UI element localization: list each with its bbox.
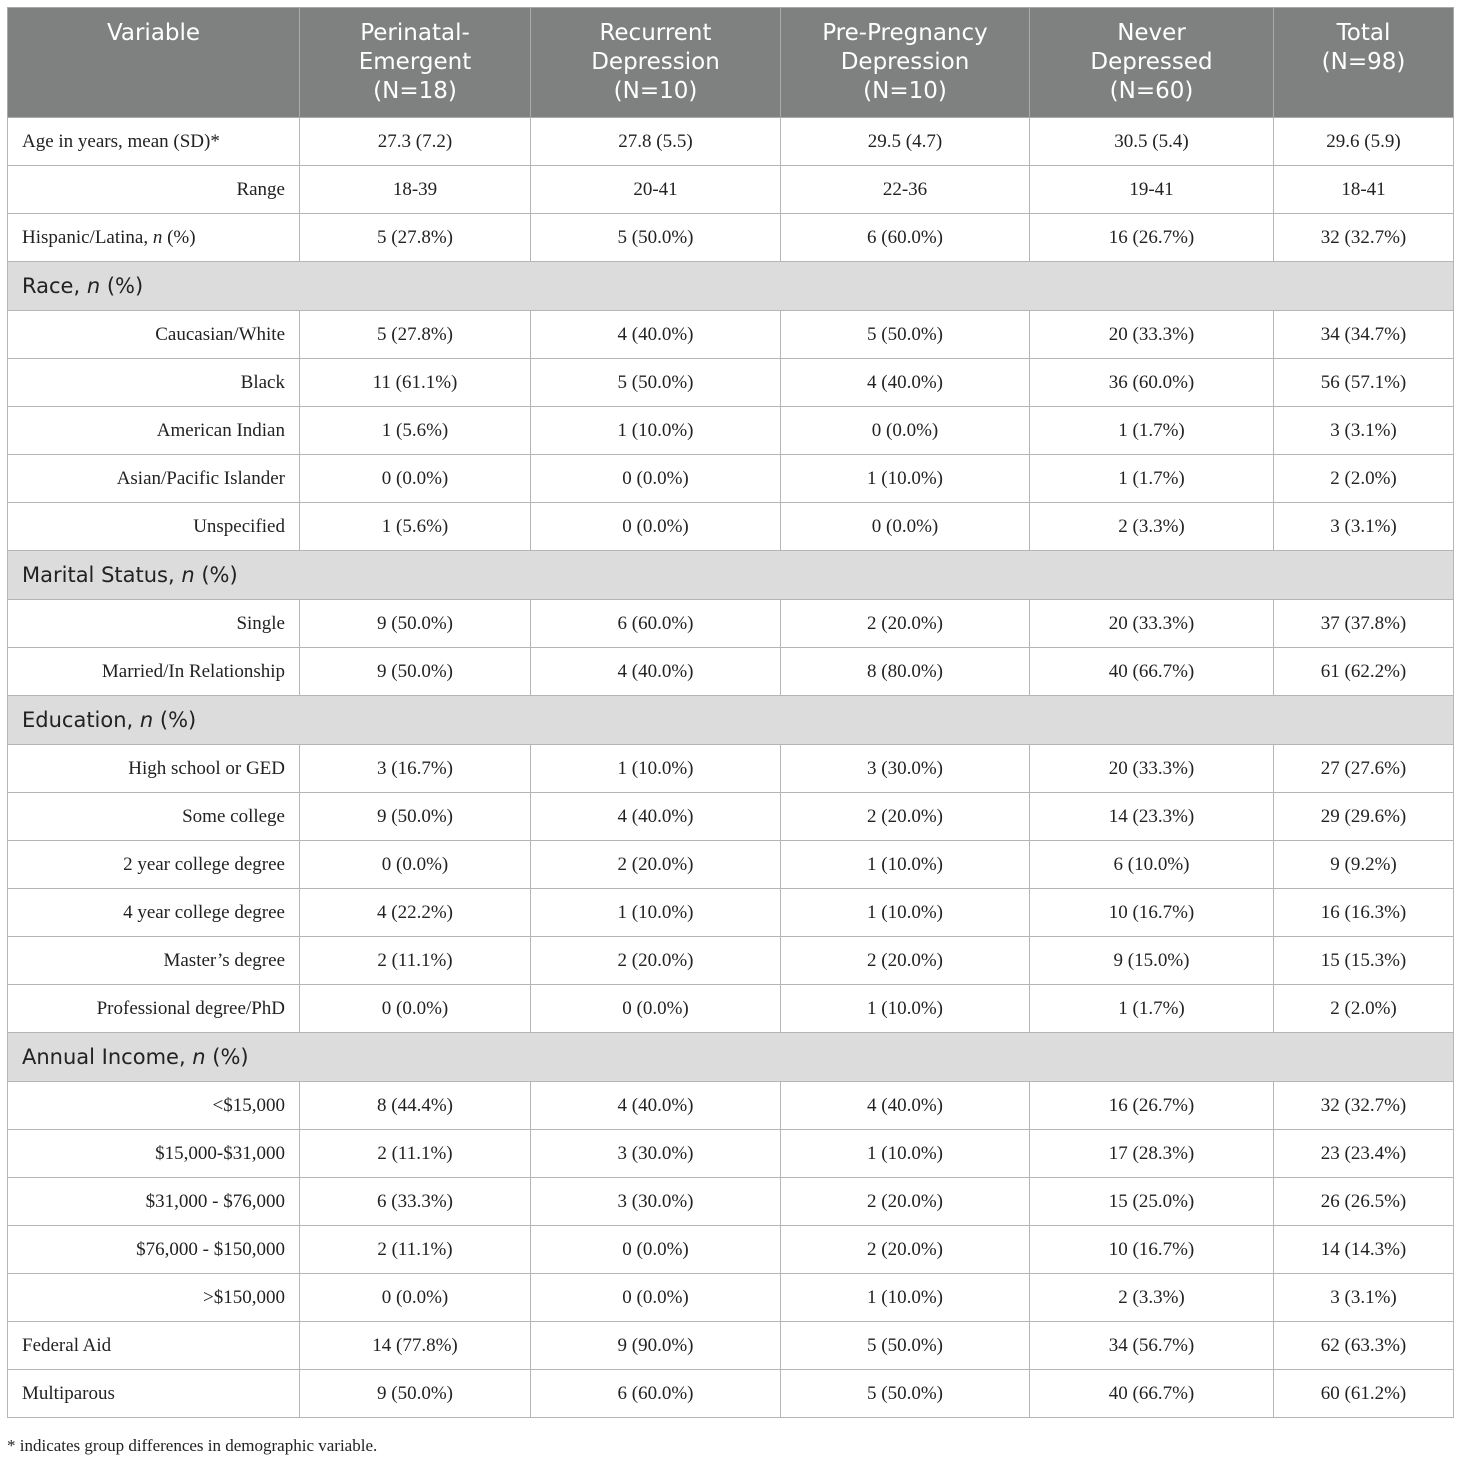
header-perinatal-emergent: Perinatal- Emergent (N=18): [300, 8, 531, 118]
cell-pre-pregnancy-depression: 1 (10.0%): [781, 1130, 1030, 1178]
row-variable-label: [8, 745, 300, 793]
cell-pre-pregnancy-depression: 3 (30.0%): [781, 745, 1030, 793]
cell-perinatal-emergent: 3 (16.7%): [300, 745, 531, 793]
cell-never-depressed: 17 (28.3%): [1030, 1130, 1274, 1178]
table-row: [8, 1226, 1454, 1274]
cell-perinatal-emergent: 1 (5.6%): [300, 503, 531, 551]
table-row: [8, 1178, 1454, 1226]
cell-pre-pregnancy-depression: 1 (10.0%): [781, 1274, 1030, 1322]
variable-label-text: High school or GED: [128, 757, 285, 779]
cell-recurrent-depression: 3 (30.0%): [531, 1130, 781, 1178]
variable-label-text: $15,000-$31,000: [155, 1142, 285, 1164]
row-variable-label: [8, 600, 300, 648]
cell-total: 18-41: [1274, 166, 1454, 214]
table-row: [8, 1130, 1454, 1178]
variable-label-text: 4 year college degree: [123, 901, 285, 923]
row-variable-label: [8, 407, 300, 455]
section-label-n: n: [86, 274, 101, 298]
cell-total: 37 (37.8%): [1274, 600, 1454, 648]
cell-pre-pregnancy-depression: 2 (20.0%): [781, 937, 1030, 985]
row-variable-label: [8, 455, 300, 503]
cell-total: 16 (16.3%): [1274, 889, 1454, 937]
cell-recurrent-depression: 6 (60.0%): [531, 600, 781, 648]
cell-pre-pregnancy-depression: 1 (10.0%): [781, 985, 1030, 1033]
cell-recurrent-depression: 4 (40.0%): [531, 1082, 781, 1130]
cell-pre-pregnancy-depression: 2 (20.0%): [781, 793, 1030, 841]
cell-perinatal-emergent: 5 (27.8%): [300, 311, 531, 359]
cell-pre-pregnancy-depression: 29.5 (4.7): [781, 118, 1030, 166]
variable-label-text: Multiparous: [22, 1382, 115, 1404]
cell-never-depressed: 36 (60.0%): [1030, 359, 1274, 407]
header-never-depressed: Never Depressed (N=60): [1030, 8, 1274, 118]
cell-recurrent-depression: 0 (0.0%): [531, 503, 781, 551]
row-variable-label: [8, 166, 300, 214]
cell-perinatal-emergent: 2 (11.1%): [300, 1226, 531, 1274]
cell-never-depressed: 10 (16.7%): [1030, 889, 1274, 937]
cell-perinatal-emergent: 6 (33.3%): [300, 1178, 531, 1226]
cell-perinatal-emergent: 9 (50.0%): [300, 648, 531, 696]
cell-recurrent-depression: 20-41: [531, 166, 781, 214]
cell-total: 62 (63.3%): [1274, 1322, 1454, 1370]
table-row: [8, 455, 1454, 503]
section-label-n: n: [139, 708, 154, 732]
variable-label-suffix: (%): [162, 226, 196, 248]
table-row: [8, 985, 1454, 1033]
cell-never-depressed: 10 (16.7%): [1030, 1226, 1274, 1274]
row-variable-label: [8, 359, 300, 407]
cell-recurrent-depression: 5 (50.0%): [531, 214, 781, 262]
cell-perinatal-emergent: 4 (22.2%): [300, 889, 531, 937]
cell-pre-pregnancy-depression: 4 (40.0%): [781, 1082, 1030, 1130]
cell-pre-pregnancy-depression: 22-36: [781, 166, 1030, 214]
cell-total: 27 (27.6%): [1274, 745, 1454, 793]
cell-total: 34 (34.7%): [1274, 311, 1454, 359]
table-row: [8, 359, 1454, 407]
cell-total: 29 (29.6%): [1274, 793, 1454, 841]
cell-never-depressed: 40 (66.7%): [1030, 1370, 1274, 1418]
section-header-label: [8, 1033, 1454, 1082]
table-row: [8, 1322, 1454, 1370]
cell-total: 3 (3.1%): [1274, 1274, 1454, 1322]
section-label-text: Race,: [22, 274, 87, 298]
variable-label-text: Unspecified: [193, 515, 285, 537]
cell-perinatal-emergent: 18-39: [300, 166, 531, 214]
cell-recurrent-depression: 5 (50.0%): [531, 359, 781, 407]
table-row: [8, 1370, 1454, 1418]
row-variable-label: [8, 118, 300, 166]
cell-pre-pregnancy-depression: 2 (20.0%): [781, 1226, 1030, 1274]
cell-perinatal-emergent: 0 (0.0%): [300, 1274, 531, 1322]
cell-pre-pregnancy-depression: 5 (50.0%): [781, 311, 1030, 359]
row-variable-label: [8, 1274, 300, 1322]
section-header-row: [8, 551, 1454, 600]
variable-label-text: Federal Aid: [22, 1334, 112, 1356]
table-row: [8, 600, 1454, 648]
cell-never-depressed: 9 (15.0%): [1030, 937, 1274, 985]
cell-pre-pregnancy-depression: 5 (50.0%): [781, 1322, 1030, 1370]
cell-perinatal-emergent: 2 (11.1%): [300, 937, 531, 985]
variable-label-n: n: [152, 226, 163, 248]
variable-label-text: Asian/Pacific Islander: [116, 467, 285, 489]
cell-never-depressed: 19-41: [1030, 166, 1274, 214]
cell-perinatal-emergent: 5 (27.8%): [300, 214, 531, 262]
variable-label-text: Hispanic/Latina,: [22, 226, 153, 248]
header-recurrent-depression: Recurrent Depression (N=10): [531, 8, 781, 118]
cell-never-depressed: 30.5 (5.4): [1030, 118, 1274, 166]
cell-pre-pregnancy-depression: 0 (0.0%): [781, 407, 1030, 455]
cell-total: 23 (23.4%): [1274, 1130, 1454, 1178]
section-label-suffix: (%): [153, 708, 197, 732]
cell-total: 61 (62.2%): [1274, 648, 1454, 696]
cell-never-depressed: 40 (66.7%): [1030, 648, 1274, 696]
header-pre-pregnancy-depression: Pre-Pregnancy Depression (N=10): [781, 8, 1030, 118]
table-row: [8, 889, 1454, 937]
cell-total: 15 (15.3%): [1274, 937, 1454, 985]
variable-label-text: Master’s degree: [163, 949, 285, 971]
row-variable-label: [8, 889, 300, 937]
section-label-suffix: (%): [100, 274, 144, 298]
row-variable-label: [8, 1370, 300, 1418]
section-label-suffix: (%): [205, 1045, 249, 1069]
cell-pre-pregnancy-depression: 5 (50.0%): [781, 1370, 1030, 1418]
row-variable-label: [8, 214, 300, 262]
cell-pre-pregnancy-depression: 0 (0.0%): [781, 503, 1030, 551]
cell-recurrent-depression: 1 (10.0%): [531, 889, 781, 937]
cell-total: 56 (57.1%): [1274, 359, 1454, 407]
cell-never-depressed: 2 (3.3%): [1030, 503, 1274, 551]
cell-never-depressed: 20 (33.3%): [1030, 745, 1274, 793]
cell-never-depressed: 1 (1.7%): [1030, 407, 1274, 455]
table-footnote: * indicates group differences in demographic variable.: [7, 1436, 378, 1455]
section-header-row: [8, 696, 1454, 745]
cell-pre-pregnancy-depression: 2 (20.0%): [781, 600, 1030, 648]
section-header-row: [8, 1033, 1454, 1082]
row-variable-label: [8, 1322, 300, 1370]
variable-label-text: >$150,000: [203, 1286, 285, 1308]
cell-total: 9 (9.2%): [1274, 841, 1454, 889]
cell-perinatal-emergent: 0 (0.0%): [300, 841, 531, 889]
cell-pre-pregnancy-depression: 2 (20.0%): [781, 1178, 1030, 1226]
section-label-text: Annual Income,: [22, 1045, 193, 1069]
cell-never-depressed: 6 (10.0%): [1030, 841, 1274, 889]
cell-recurrent-depression: 1 (10.0%): [531, 745, 781, 793]
section-label-text: Marital Status,: [22, 563, 182, 587]
demographics-table-container: [7, 7, 1453, 1418]
cell-recurrent-depression: 9 (90.0%): [531, 1322, 781, 1370]
cell-recurrent-depression: 0 (0.0%): [531, 455, 781, 503]
cell-total: 14 (14.3%): [1274, 1226, 1454, 1274]
cell-total: 60 (61.2%): [1274, 1370, 1454, 1418]
cell-pre-pregnancy-depression: 8 (80.0%): [781, 648, 1030, 696]
cell-total: 3 (3.1%): [1274, 407, 1454, 455]
cell-recurrent-depression: 4 (40.0%): [531, 648, 781, 696]
table-header-row: [8, 8, 1454, 118]
variable-label-text: Range: [236, 178, 285, 200]
cell-never-depressed: 14 (23.3%): [1030, 793, 1274, 841]
row-variable-label: [8, 1130, 300, 1178]
cell-never-depressed: 20 (33.3%): [1030, 311, 1274, 359]
variable-label-text: 2 year college degree: [123, 853, 285, 875]
table-row: [8, 841, 1454, 889]
cell-recurrent-depression: 4 (40.0%): [531, 793, 781, 841]
cell-never-depressed: 20 (33.3%): [1030, 600, 1274, 648]
variable-label-text: <$15,000: [212, 1094, 285, 1116]
table-row: [8, 214, 1454, 262]
cell-perinatal-emergent: 1 (5.6%): [300, 407, 531, 455]
variable-label-text: Black: [240, 371, 285, 393]
section-header-row: [8, 262, 1454, 311]
table-row: [8, 503, 1454, 551]
row-variable-label: [8, 1226, 300, 1274]
cell-perinatal-emergent: 9 (50.0%): [300, 1370, 531, 1418]
section-label-suffix: (%): [194, 563, 238, 587]
cell-total: 3 (3.1%): [1274, 503, 1454, 551]
table-row: [8, 118, 1454, 166]
table-row: [8, 648, 1454, 696]
cell-never-depressed: 16 (26.7%): [1030, 1082, 1274, 1130]
cell-recurrent-depression: 2 (20.0%): [531, 937, 781, 985]
table-row: [8, 1274, 1454, 1322]
row-variable-label: [8, 311, 300, 359]
table-row: [8, 166, 1454, 214]
cell-perinatal-emergent: 9 (50.0%): [300, 793, 531, 841]
cell-recurrent-depression: 27.8 (5.5): [531, 118, 781, 166]
cell-perinatal-emergent: 11 (61.1%): [300, 359, 531, 407]
section-header-label: [8, 262, 1454, 311]
cell-never-depressed: 2 (3.3%): [1030, 1274, 1274, 1322]
variable-label-text: Age in years, mean (SD)*: [22, 130, 220, 152]
cell-recurrent-depression: 0 (0.0%): [531, 1226, 781, 1274]
cell-perinatal-emergent: 0 (0.0%): [300, 455, 531, 503]
variable-label-text: American Indian: [156, 419, 285, 441]
cell-never-depressed: 15 (25.0%): [1030, 1178, 1274, 1226]
section-header-label: [8, 696, 1454, 745]
cell-recurrent-depression: 0 (0.0%): [531, 985, 781, 1033]
row-variable-label: [8, 503, 300, 551]
cell-recurrent-depression: 6 (60.0%): [531, 1370, 781, 1418]
variable-label-text: $31,000 - $76,000: [145, 1190, 285, 1212]
table-row: [8, 311, 1454, 359]
cell-total: 2 (2.0%): [1274, 455, 1454, 503]
table-body: [8, 118, 1454, 1418]
cell-never-depressed: 1 (1.7%): [1030, 985, 1274, 1033]
row-variable-label: [8, 793, 300, 841]
variable-label-text: $76,000 - $150,000: [136, 1238, 285, 1260]
cell-perinatal-emergent: 0 (0.0%): [300, 985, 531, 1033]
table-row: [8, 793, 1454, 841]
cell-recurrent-depression: 3 (30.0%): [531, 1178, 781, 1226]
cell-never-depressed: 16 (26.7%): [1030, 214, 1274, 262]
table-row: [8, 937, 1454, 985]
variable-label-text: Professional degree/PhD: [96, 997, 285, 1019]
cell-perinatal-emergent: 27.3 (7.2): [300, 118, 531, 166]
cell-total: 26 (26.5%): [1274, 1178, 1454, 1226]
table-row: [8, 1082, 1454, 1130]
cell-total: 32 (32.7%): [1274, 1082, 1454, 1130]
cell-recurrent-depression: 0 (0.0%): [531, 1274, 781, 1322]
section-label-n: n: [181, 563, 195, 587]
row-variable-label: [8, 1178, 300, 1226]
cell-recurrent-depression: 1 (10.0%): [531, 407, 781, 455]
cell-perinatal-emergent: 9 (50.0%): [300, 600, 531, 648]
cell-perinatal-emergent: 2 (11.1%): [300, 1130, 531, 1178]
header-total: Total (N=98): [1274, 8, 1454, 118]
cell-total: 29.6 (5.9): [1274, 118, 1454, 166]
cell-never-depressed: 1 (1.7%): [1030, 455, 1274, 503]
section-label-text: Education,: [22, 708, 140, 732]
cell-pre-pregnancy-depression: 4 (40.0%): [781, 359, 1030, 407]
cell-recurrent-depression: 2 (20.0%): [531, 841, 781, 889]
cell-total: 2 (2.0%): [1274, 985, 1454, 1033]
row-variable-label: [8, 985, 300, 1033]
cell-perinatal-emergent: 8 (44.4%): [300, 1082, 531, 1130]
cell-pre-pregnancy-depression: 1 (10.0%): [781, 455, 1030, 503]
table-row: [8, 407, 1454, 455]
cell-recurrent-depression: 4 (40.0%): [531, 311, 781, 359]
row-variable-label: [8, 648, 300, 696]
demographics-table: [7, 7, 1454, 1418]
cell-never-depressed: 34 (56.7%): [1030, 1322, 1274, 1370]
cell-total: 32 (32.7%): [1274, 214, 1454, 262]
table-row: [8, 745, 1454, 793]
section-label-n: n: [192, 1045, 206, 1069]
cell-pre-pregnancy-depression: 1 (10.0%): [781, 889, 1030, 937]
section-header-label: [8, 551, 1454, 600]
row-variable-label: [8, 937, 300, 985]
variable-label-text: Some college: [182, 805, 285, 827]
header-variable: Variable: [8, 8, 300, 118]
variable-label-text: Married/In Relationship: [101, 660, 285, 682]
row-variable-label: [8, 841, 300, 889]
variable-label-text: Single: [236, 612, 285, 634]
cell-perinatal-emergent: 14 (77.8%): [300, 1322, 531, 1370]
row-variable-label: [8, 1082, 300, 1130]
cell-pre-pregnancy-depression: 1 (10.0%): [781, 841, 1030, 889]
variable-label-text: Caucasian/White: [155, 323, 285, 345]
cell-pre-pregnancy-depression: 6 (60.0%): [781, 214, 1030, 262]
